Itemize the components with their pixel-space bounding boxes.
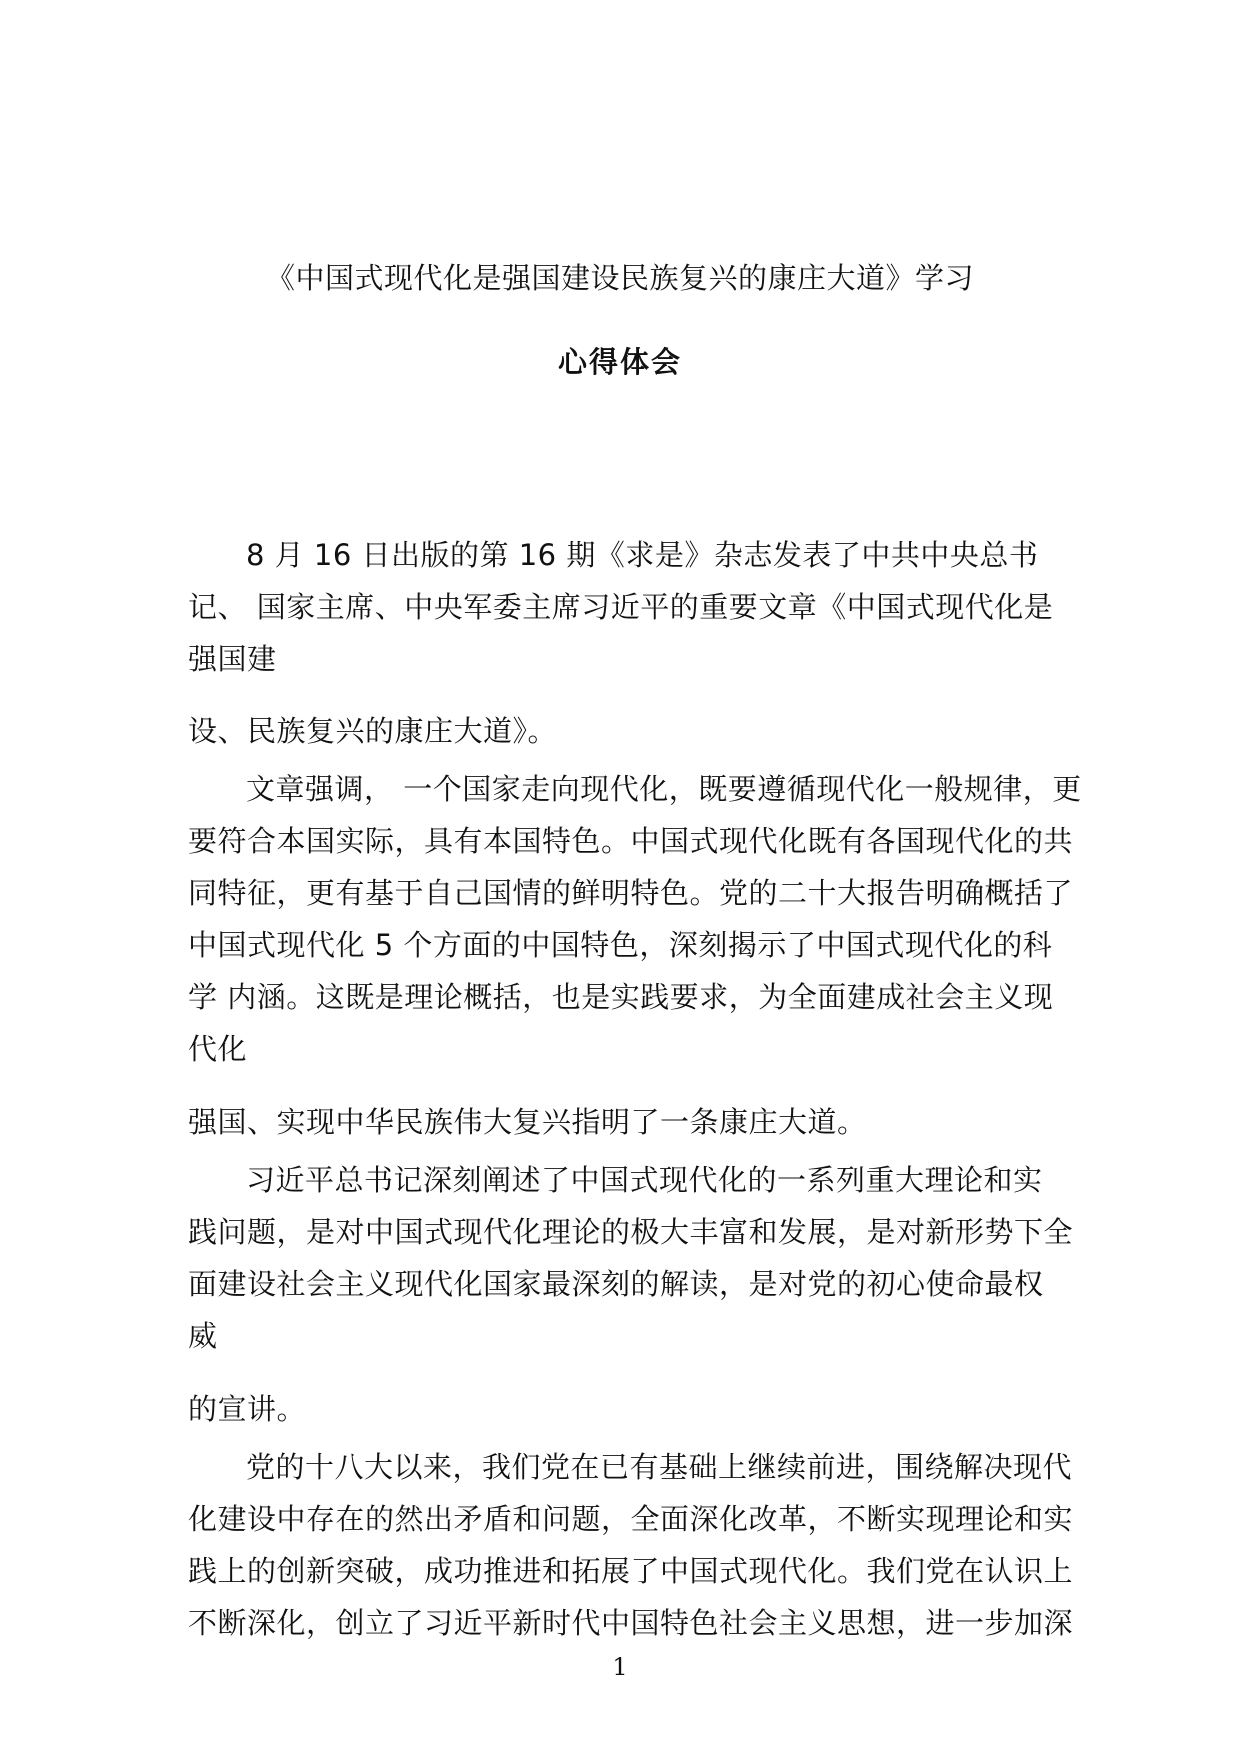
- paragraph-line: 的宣讲。: [188, 1392, 307, 1426]
- paragraph-line: 化建设中存在的然出矛盾和问题，全面深化改革，不断实现理论和实: [188, 1502, 1074, 1536]
- paragraph-line: 不断深化，创立了习近平新时代中国特色社会主义思想，进一步加深: [188, 1606, 1074, 1640]
- document-title: 《中国式现代化是强国建设民族复兴的康庄大道》学习: [265, 261, 974, 295]
- paragraph-line: 强国建: [188, 642, 277, 676]
- page-number: 1: [612, 1653, 628, 1681]
- paragraph-line: 8 月 16 日出版的第 16 期《求是》杂志发表了中共中央总书: [246, 538, 1039, 572]
- paragraph-line: 面建设社会主义现代化国家最深刻的解读，是对党的初心使命最权: [188, 1267, 1044, 1301]
- paragraph-line: 中国式现代化 5 个方面的中国特色，深刻揭示了中国式现代化的科: [188, 928, 1053, 962]
- paragraph-line: 践上的创新突破，成功推进和拓展了中国式现代化。我们党在认识上: [188, 1554, 1074, 1588]
- paragraph-line: 学 内涵。这既是理论概括，也是实践要求，为全面建成社会主义现: [188, 980, 1054, 1014]
- paragraph-line: 代化: [188, 1032, 248, 1066]
- document-subtitle: 心得体会: [557, 345, 682, 379]
- paragraph-line: 强国、实现中华民族伟大复兴指明了一条康庄大道。: [188, 1105, 867, 1139]
- paragraph-line: 文章强调， 一个国家走向现代化，既要遵循现代化一般规律，更: [246, 772, 1082, 806]
- paragraph-line: 设、民族复兴的康庄大道》。: [188, 714, 558, 748]
- paragraph-line: 同特征，更有基于自己国情的鲜明特色。党的二十大报告明确概括了: [188, 876, 1074, 910]
- paragraph-line: 记、 国家主席、中央军委主席习近平的重要文章《中国式现代化是: [188, 590, 1054, 624]
- paragraph-line: 要符合本国实际，具有本国特色。中国式现代化既有各国现代化的共: [188, 824, 1074, 858]
- paragraph-line: 践问题，是对中国式现代化理论的极大丰富和发展，是对新形势下全: [188, 1215, 1074, 1249]
- paragraph-line: 党的十八大以来，我们党在已有基础上继续前进，围绕解决现代: [246, 1450, 1073, 1484]
- paragraph-line: 威: [188, 1319, 218, 1353]
- paragraph-line: 习近平总书记深刻阐述了中国式现代化的一系列重大理论和实: [246, 1163, 1043, 1197]
